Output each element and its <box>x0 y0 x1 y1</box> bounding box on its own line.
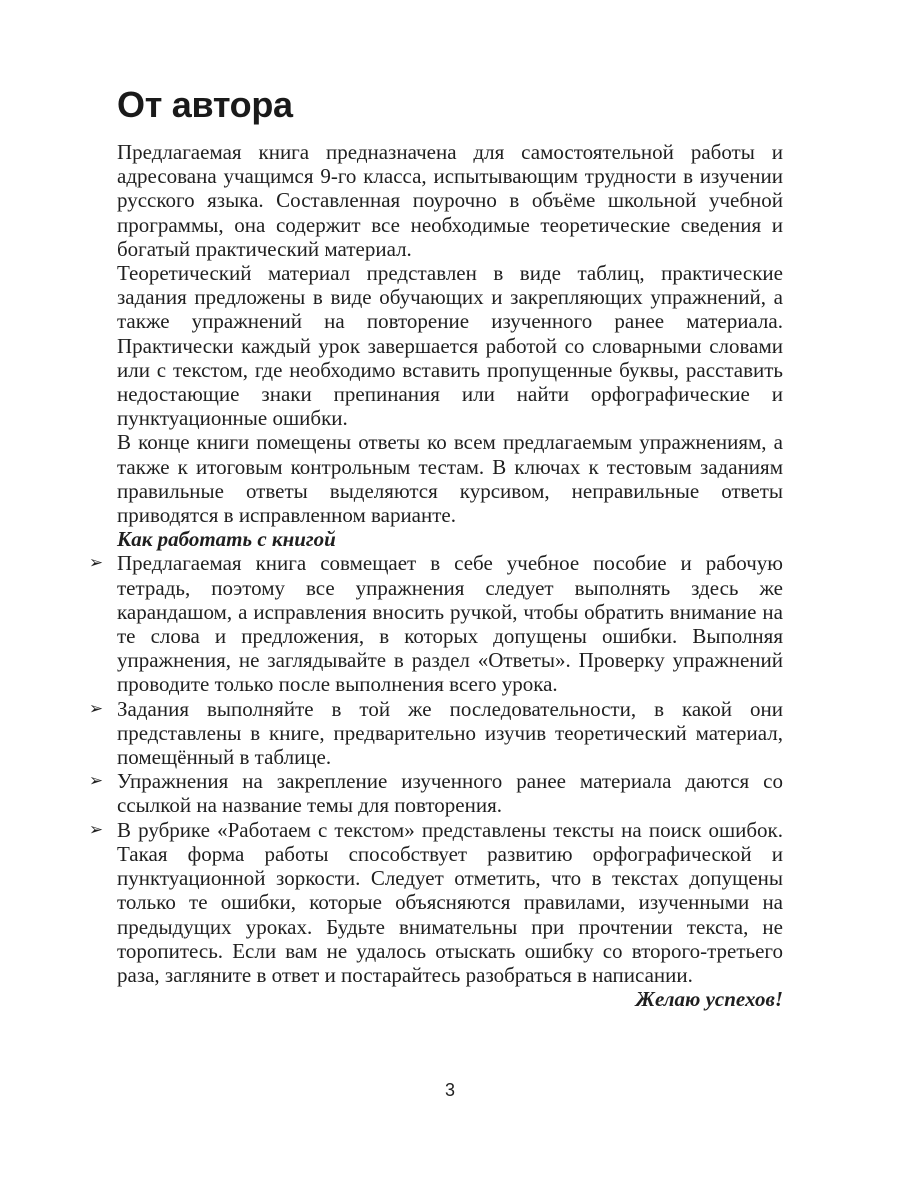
page-body <box>88 140 783 1012</box>
arrow-bullet-icon: ➢ <box>88 819 104 840</box>
intro-paragraph-2: Теоретический материал представлен в виде таблиц, практические задания предложены в виде обучающих и закрепляющих упражнений, а также упражнений на повторение изученного ранее материала. Практически каждый урок завершается работой со словарными словами или с текстом, где необходимо вставить пропущенные буквы, расставить недостающие знаки препинания или найти орфографические и пунктуационные ошибки. <box>117 261 783 431</box>
list-item-text: Упражнения на закрепление изученного ранее материала даются со ссылкой на название темы для повторения. <box>117 769 783 818</box>
list-item <box>88 696 783 770</box>
list-item <box>88 769 783 818</box>
intro-paragraph-3: В конце книги помещены ответы ко всем предлагаемым упражнениям, а также к итоговым контрольным тестам. В ключах к тестовым заданиям правильные ответы выделяются курсивом, неправильные ответы приводятся в исправленном варианте. <box>117 430 783 528</box>
page-title: От автора <box>117 84 293 125</box>
intro-paragraph-1: Предлагаемая книга предназначена для самостоятельной работы и адресована учащимся 9-го класса, испытывающим трудности в изучении русского языка. Составленная поурочно в объёме школьной учебной программы, она содержит все необходимые теоретические сведения и богатый практический материал. <box>117 140 783 261</box>
list-item <box>88 817 783 987</box>
list-item-text: В рубрике «Работаем с текстом» представлены тексты на поиск ошибок. Такая форма работы способствует развитию орфографической и пунктуационной зоркости. Следует отметить, что в текстах допущены только те ошибки, которые объясняются правилами, изученными на предыдущих уроках. Будьте внимательны при прочтении текста, не торопитесь. Если вам не удалось отыскать ошибку со второго-третьего раза, загляните в ответ и постарайтесь разобраться в написании. <box>117 817 783 987</box>
instructions-list <box>88 551 783 987</box>
section-subheading: Как работать с книгой <box>117 527 336 552</box>
arrow-bullet-icon: ➢ <box>88 698 104 719</box>
arrow-bullet-icon: ➢ <box>88 553 104 574</box>
closing-wish: Желаю успехов! <box>635 987 783 1012</box>
list-item <box>88 551 783 697</box>
list-item-text: Предлагаемая книга совмещает в себе учебное пособие и рабочую тетрадь, поэтому все упражнения следует выполнять здесь же карандашом, а исправления вносить ручкой, чтобы обратить внимание на те слова и предложения, в которых допущены ошибки. Выполняя упражнения, не заглядывайте в раздел «Ответы». Проверку упражнений проводите только после выполнения всего урока. <box>117 551 783 697</box>
arrow-bullet-icon: ➢ <box>88 771 104 792</box>
page-number: 3 <box>444 1080 455 1100</box>
list-item-text: Задания выполняйте в той же последовательности, в какой они представлены в книге, предварительно изучив теоретический материал, помещённый в таблице. <box>117 696 783 770</box>
